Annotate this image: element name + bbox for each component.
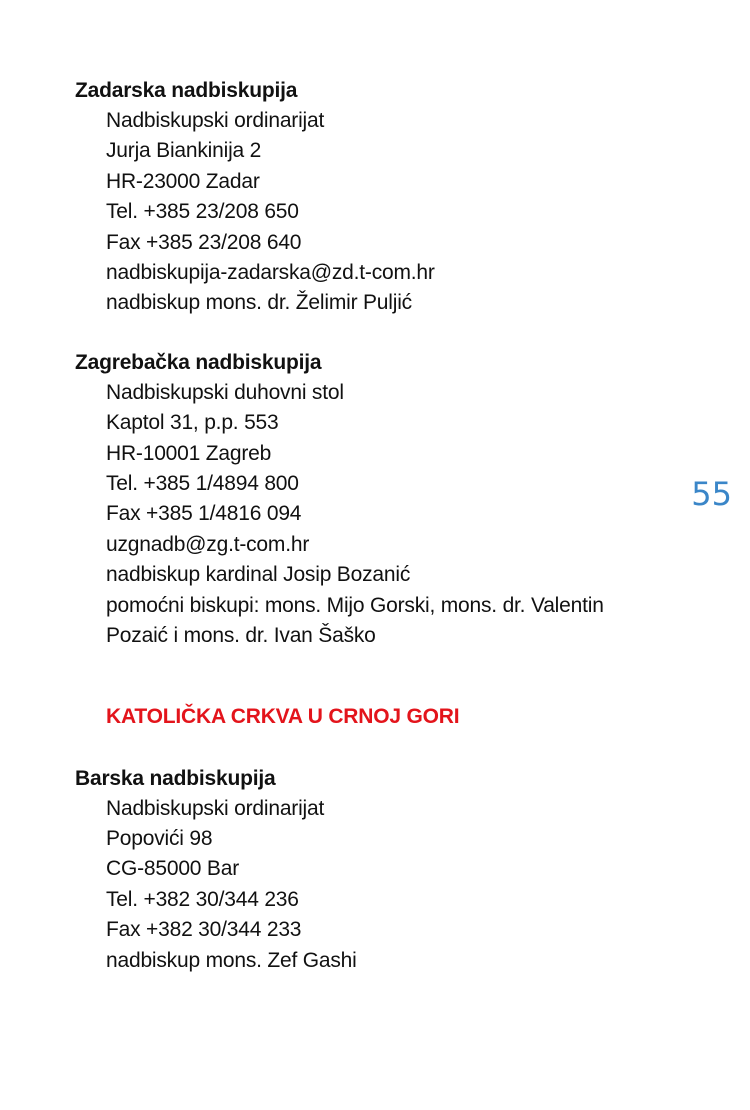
street-line: Popovići 98 xyxy=(106,826,213,850)
phone-line: Tel. +382 30/344 236 xyxy=(106,887,299,911)
bishop-line: nadbiskup kardinal Josip Bozanić xyxy=(106,563,411,587)
city-line: HR-10001 Zagreb xyxy=(106,441,272,465)
street-line: Kaptol 31, p.p. 553 xyxy=(106,411,279,435)
email-line: uzgnadb@zg.t-com.hr xyxy=(106,532,310,556)
office-line: Nadbiskupski ordinarijat xyxy=(106,796,325,820)
bishop-line: nadbiskup mons. Zef Gashi xyxy=(106,948,357,972)
document-body xyxy=(75,76,675,1005)
entry-zadar xyxy=(75,76,675,319)
entry-title: Zagrebačka nadbiskupija xyxy=(75,350,322,374)
email-line: nadbiskupija-zadarska@zd.t-com.hr xyxy=(106,261,435,285)
fax-line: Fax +382 30/344 233 xyxy=(106,918,302,942)
office-line: Nadbiskupski duhovni stol xyxy=(106,380,344,404)
entry-details xyxy=(75,106,675,319)
fax-line: Fax +385 1/4816 094 xyxy=(106,502,302,526)
auxiliary-bishops-line-continued: Pozaić i mons. dr. Ivan Šaško xyxy=(106,624,376,648)
fax-line: Fax +385 23/208 640 xyxy=(106,230,302,254)
entry-details xyxy=(75,794,675,976)
street-line: Jurja Biankinija 2 xyxy=(106,139,262,163)
city-line: HR-23000 Zadar xyxy=(106,169,260,193)
auxiliary-bishops-line: pomoćni biskupi: mons. Mijo Gorski, mons. dr. Valentin xyxy=(106,593,604,617)
entry-title: Zadarska nadbiskupija xyxy=(75,79,298,102)
entry-bar xyxy=(75,764,675,976)
entry-details xyxy=(75,378,675,652)
entry-zagreb xyxy=(75,348,675,652)
bishop-line: nadbiskup mons. dr. Želimir Puljić xyxy=(106,291,412,315)
office-line: Nadbiskupski ordinarijat xyxy=(106,109,325,132)
phone-line: Tel. +385 23/208 650 xyxy=(106,200,299,224)
page-number: 55 xyxy=(691,475,732,513)
phone-line: Tel. +385 1/4894 800 xyxy=(106,472,299,496)
section-heading: KATOLIČKA CRKVA U CRNOJ GORI xyxy=(106,704,460,728)
entry-title: Barska nadbiskupija xyxy=(75,766,276,790)
city-line: CG-85000 Bar xyxy=(106,857,240,881)
